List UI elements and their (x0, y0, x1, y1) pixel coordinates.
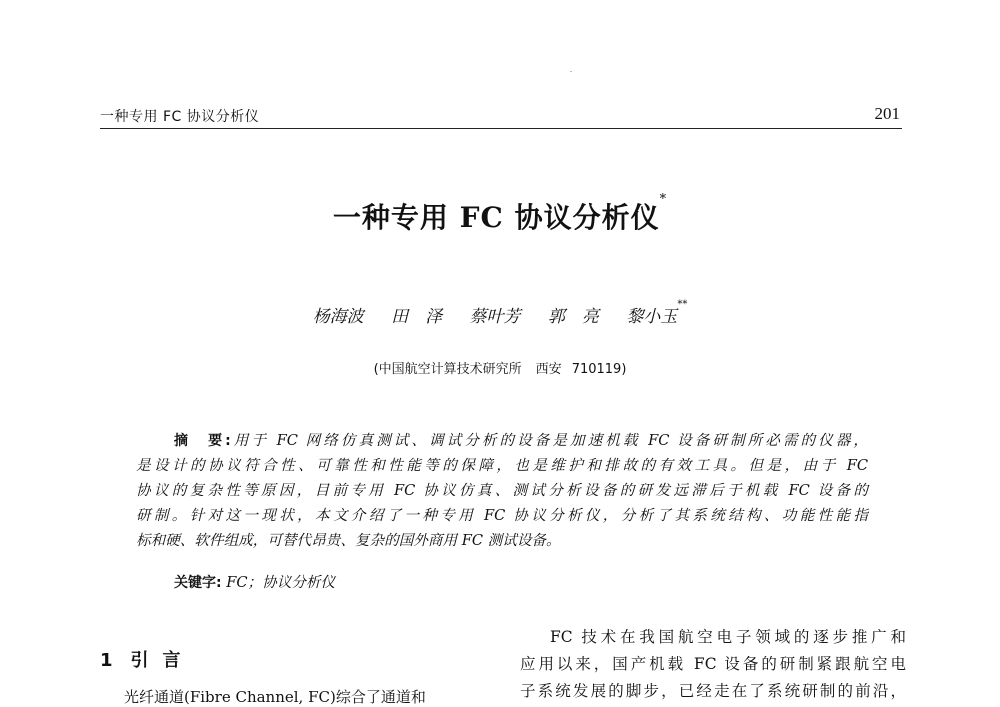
author-name: 田 泽 (391, 307, 443, 327)
abstract-line: 是设计的协议符合性、可靠性和性能等的保障，也是维护和排故的有效工具。但是，由于 FC (136, 457, 868, 474)
affiliation-city: 西安 (535, 362, 562, 377)
author-name: 杨海波 (312, 307, 364, 327)
section-title: 引言 (130, 650, 195, 671)
page-number: 201 (874, 104, 900, 123)
keywords-label: 关键字: (174, 575, 222, 591)
title-footnote-mark: * (659, 192, 668, 207)
body-line: 应用以来，国产机载 FC 设备的研制紧跟航空电 (520, 655, 906, 673)
author-name: 黎小玉** (626, 299, 688, 327)
author-name: 郭 亮 (547, 307, 599, 327)
keywords-text: FC；协议分析仪 (226, 574, 336, 591)
abstract-line: 研制。针对这一现状，本文介绍了一种专用 FC 协议分析仪，分析了其系统结构、功能性能指 (136, 507, 868, 524)
author-list (0, 299, 1000, 327)
affiliation-postcode: 710119) (571, 362, 627, 377)
scan-speck (570, 71, 572, 72)
body-line: FC 技术在我国航空电子领域的逐步推广和 (550, 628, 906, 646)
left-column-text: 光纤通道(Fibre Channel, FC)综合了通道和 (124, 688, 426, 706)
abstract-line: 摘 要:用于 FC 网络仿真测试、调试分析的设备是加速机载 FC 设备研制所必需的仪器， (174, 432, 868, 449)
running-title: 一种专用 FC 协议分析仪 (100, 109, 260, 125)
running-header (100, 104, 902, 129)
affiliation (0, 358, 1000, 377)
section-number: 1 (100, 650, 113, 671)
abstract-line: 标和硬、软件组成，可替代昂贵、复杂的国外商用 FC 测试设备。 (136, 532, 561, 549)
author-footnote-mark: ** (677, 299, 688, 310)
abstract-line: 协议的复杂性等原因，目前专用 FC 协议仿真、测试分析设备的研发远滞后于机载 FC 设备的 (136, 482, 868, 499)
abstract (136, 428, 868, 553)
right-column (520, 624, 906, 705)
paper-title (0, 192, 1000, 236)
body-line: 子系统发展的脚步，已经走在了系统研制的前沿， (520, 682, 906, 700)
keywords (174, 571, 335, 592)
author-name: 蔡叶芳 (469, 307, 521, 327)
paper-title-text: 一种专用 FC 协议分析仪 (332, 201, 660, 234)
section-heading (100, 646, 195, 672)
abstract-label: 摘 要: (174, 433, 231, 449)
affiliation-institute: (中国航空计算技术研究所 (373, 362, 522, 377)
